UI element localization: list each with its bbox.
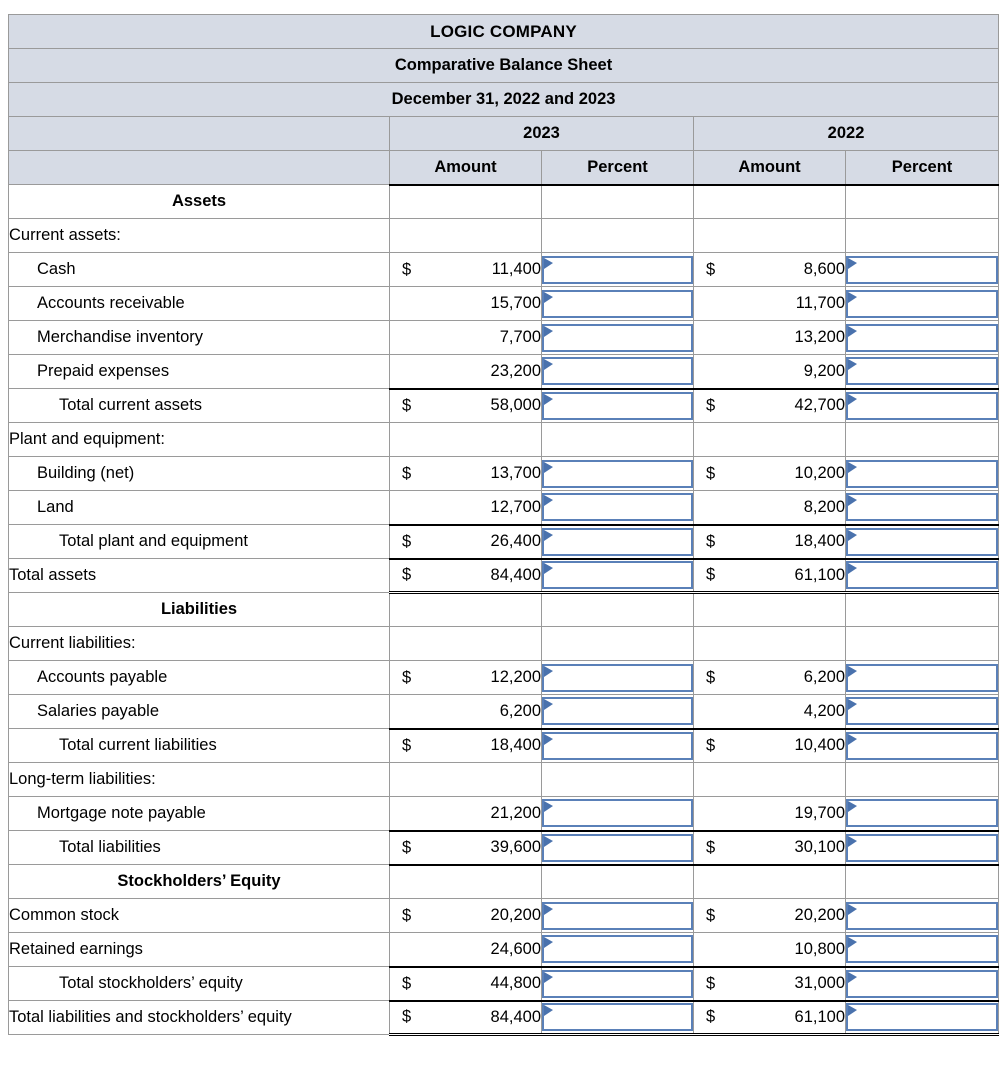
percent-input-23[interactable] [542, 697, 693, 725]
row-label: Total assets [9, 559, 390, 593]
amount-value: 21,200 [490, 803, 541, 822]
percent-input-23[interactable] [542, 357, 693, 385]
amount-cell-23 [390, 593, 542, 627]
currency-symbol: $ [402, 396, 412, 415]
percent-input-wrapper-22 [846, 256, 998, 284]
table-row [9, 491, 999, 525]
table-row [9, 763, 999, 797]
percent-input-wrapper-22 [846, 902, 998, 930]
percent-input-23[interactable] [542, 290, 693, 318]
amount-cell-23 [390, 1001, 542, 1035]
percent-input-23[interactable] [542, 834, 693, 862]
table-row [9, 661, 999, 695]
amount-cell-23 [390, 185, 542, 219]
percent-input-wrapper-23 [542, 324, 693, 352]
percent-input-wrapper-22 [846, 324, 998, 352]
amount-cell-22 [694, 219, 846, 253]
table-row [9, 321, 999, 355]
percent-input-wrapper-22 [846, 460, 998, 488]
percent-cell-23[interactable] [542, 933, 694, 967]
row-label: Total current liabilities [9, 729, 390, 763]
percent-cell-22[interactable] [846, 899, 999, 933]
corner-blank-cell [9, 117, 390, 151]
percent-cell-23[interactable] [542, 457, 694, 491]
percent-input-wrapper-23 [542, 902, 693, 930]
percent-input-23[interactable] [542, 902, 693, 930]
percent-cell-23[interactable] [542, 695, 694, 729]
percent-input-wrapper-22 [846, 799, 998, 827]
amount-value: 30,100 [794, 838, 845, 856]
percent-cell-23[interactable] [542, 967, 694, 1001]
table-row [9, 287, 999, 321]
percent-input-wrapper-23 [542, 970, 693, 998]
percent-cell-22[interactable] [846, 389, 999, 423]
amount-value: 6,200 [499, 701, 541, 720]
year-header-2023: 2023 [390, 117, 694, 151]
statement-dates-row [9, 83, 999, 117]
currency-symbol: $ [706, 396, 716, 415]
table-row [9, 831, 999, 865]
percent-input-22[interactable] [846, 357, 998, 385]
amount-cell-22 [694, 967, 846, 1001]
amount-cell-22 [694, 287, 846, 321]
amount-value: 13,700 [490, 464, 541, 482]
percent-input-23[interactable] [542, 493, 693, 521]
currency-symbol: $ [402, 1007, 412, 1026]
amount-cell-22 [694, 695, 846, 729]
row-label: Assets [9, 185, 390, 219]
table-row [9, 627, 999, 661]
percent-cell-23[interactable] [542, 355, 694, 389]
percent-cell-22[interactable] [846, 253, 999, 287]
percent-input-23[interactable] [542, 256, 693, 284]
table-row [9, 865, 999, 899]
amount-cell-22 [694, 389, 846, 423]
currency-symbol: $ [402, 464, 412, 482]
currency-symbol: $ [402, 668, 412, 686]
amount-value: 7,700 [499, 328, 541, 346]
table-row [9, 525, 999, 559]
percent-input-23[interactable] [542, 528, 693, 556]
percent-input-wrapper-22 [846, 357, 998, 385]
amount-value: 11,400 [491, 260, 541, 278]
amount-value: 18,400 [490, 736, 541, 755]
table-row [9, 219, 999, 253]
percent-input-22[interactable] [846, 324, 998, 352]
percent-cell-23[interactable] [542, 729, 694, 763]
row-label: Accounts payable [9, 661, 390, 695]
percent-cell-22[interactable] [846, 797, 999, 831]
amount-cell-23 [390, 967, 542, 1001]
amount-value: 18,400 [794, 532, 845, 550]
percent-input-22[interactable] [846, 970, 998, 998]
amount-cell-22 [694, 253, 846, 287]
table-row [9, 389, 999, 423]
percent-input-wrapper-22 [846, 935, 998, 963]
row-label: Prepaid expenses [9, 355, 390, 389]
table-row [9, 355, 999, 389]
percent-input-22[interactable] [846, 561, 998, 589]
percent-cell-22[interactable] [846, 559, 999, 593]
currency-symbol: $ [706, 565, 716, 584]
amount-cell-23 [390, 933, 542, 967]
percent-input-wrapper-22 [846, 664, 998, 692]
amount-cell-23 [390, 253, 542, 287]
amount-value: 12,200 [490, 668, 541, 686]
currency-symbol: $ [402, 565, 412, 584]
percent-input-wrapper-23 [542, 1003, 693, 1031]
percent-input-wrapper-23 [542, 256, 693, 284]
percent-cell-23 [542, 219, 694, 253]
amount-cell-23 [390, 389, 542, 423]
percent-cell-23 [542, 763, 694, 797]
percent-input-22[interactable] [846, 697, 998, 725]
percent-input-22[interactable] [846, 392, 998, 420]
table-row [9, 967, 999, 1001]
amount-value: 4,200 [803, 701, 845, 720]
percent-input-wrapper-22 [846, 392, 998, 420]
amount-cell-23 [390, 729, 542, 763]
percent-input-wrapper-23 [542, 697, 693, 725]
percent-cell-22 [846, 627, 999, 661]
col-header-percent-2022: Percent [846, 151, 999, 185]
amount-cell-22 [694, 763, 846, 797]
currency-symbol: $ [706, 906, 716, 924]
amount-value: 6,200 [803, 668, 845, 686]
amount-value: 15,700 [490, 294, 541, 312]
percent-input-wrapper-22 [846, 697, 998, 725]
table-row [9, 253, 999, 287]
statement-dates: December 31, 2022 and 2023 [9, 83, 999, 117]
percent-input-23[interactable] [542, 324, 693, 352]
amount-cell-23 [390, 457, 542, 491]
amount-cell-23 [390, 491, 542, 525]
row-label: Plant and equipment: [9, 423, 390, 457]
amount-cell-22 [694, 729, 846, 763]
amount-value: 13,200 [794, 328, 845, 346]
amount-value: 61,100 [794, 565, 845, 584]
row-label: Current liabilities: [9, 627, 390, 661]
percent-cell-22[interactable] [846, 525, 999, 559]
row-label: Total liabilities and stockholders’ equity [9, 1001, 390, 1035]
percent-cell-22[interactable] [846, 321, 999, 355]
amount-cell-23 [390, 219, 542, 253]
amount-cell-23 [390, 355, 542, 389]
amount-cell-22 [694, 491, 846, 525]
percent-cell-22[interactable] [846, 729, 999, 763]
percent-input-23[interactable] [542, 561, 693, 589]
percent-input-wrapper-23 [542, 732, 693, 760]
col-header-amount-2023: Amount [390, 151, 542, 185]
amount-cell-22 [694, 797, 846, 831]
percent-input-22[interactable] [846, 1003, 998, 1031]
percent-cell-22[interactable] [846, 661, 999, 695]
amount-cell-23 [390, 525, 542, 559]
company-name: LOGIC COMPANY [9, 15, 999, 49]
amount-cell-22 [694, 899, 846, 933]
currency-symbol: $ [706, 1007, 716, 1026]
amount-cell-22 [694, 933, 846, 967]
percent-input-22[interactable] [846, 493, 998, 521]
percent-input-wrapper-22 [846, 493, 998, 521]
row-label: Total current assets [9, 389, 390, 423]
percent-input-wrapper-23 [542, 834, 693, 862]
amount-cell-22 [694, 559, 846, 593]
percent-cell-23 [542, 423, 694, 457]
table-row [9, 185, 999, 219]
amount-value: 8,600 [803, 260, 845, 278]
percent-cell-23 [542, 185, 694, 219]
percent-input-wrapper-23 [542, 799, 693, 827]
percent-input-22[interactable] [846, 935, 998, 963]
percent-input-23[interactable] [542, 970, 693, 998]
percent-cell-23[interactable] [542, 831, 694, 865]
amount-value: 19,700 [794, 803, 845, 822]
percent-input-23[interactable] [542, 732, 693, 760]
row-label: Building (net) [9, 457, 390, 491]
amount-value: 39,600 [490, 838, 541, 856]
year-header-2022: 2022 [694, 117, 999, 151]
amount-cell-22 [694, 185, 846, 219]
amount-value: 42,700 [794, 396, 845, 415]
currency-symbol: $ [402, 260, 412, 278]
row-label: Total plant and equipment [9, 525, 390, 559]
amount-value: 84,400 [490, 1007, 541, 1026]
percent-cell-23[interactable] [542, 797, 694, 831]
percent-input-wrapper-22 [846, 732, 998, 760]
percent-input-wrapper-22 [846, 1003, 998, 1031]
percent-input-23[interactable] [542, 799, 693, 827]
percent-cell-23[interactable] [542, 287, 694, 321]
amount-value: 20,200 [490, 906, 541, 924]
percent-input-22[interactable] [846, 834, 998, 862]
row-label: Total liabilities [9, 831, 390, 865]
currency-symbol: $ [706, 974, 716, 992]
amount-cell-22 [694, 1001, 846, 1035]
table-row [9, 899, 999, 933]
amount-cell-23 [390, 899, 542, 933]
currency-symbol: $ [402, 838, 412, 856]
currency-symbol: $ [706, 532, 716, 550]
table-row [9, 797, 999, 831]
percent-input-wrapper-22 [846, 970, 998, 998]
amount-value: 20,200 [794, 906, 845, 924]
percent-cell-22[interactable] [846, 491, 999, 525]
row-label: Cash [9, 253, 390, 287]
amount-value: 26,400 [490, 532, 541, 550]
percent-cell-23[interactable] [542, 389, 694, 423]
percent-input-22[interactable] [846, 290, 998, 318]
percent-cell-22 [846, 865, 999, 899]
percent-cell-23[interactable] [542, 559, 694, 593]
percent-cell-22 [846, 593, 999, 627]
amount-cell-23 [390, 627, 542, 661]
amount-cell-22 [694, 423, 846, 457]
row-label: Mortgage note payable [9, 797, 390, 831]
percent-input-23[interactable] [542, 935, 693, 963]
percent-input-wrapper-23 [542, 460, 693, 488]
percent-input-wrapper-23 [542, 290, 693, 318]
amount-cell-22 [694, 321, 846, 355]
row-label: Current assets: [9, 219, 390, 253]
amount-cell-22 [694, 593, 846, 627]
statement-name: Comparative Balance Sheet [9, 49, 999, 83]
percent-cell-22[interactable] [846, 287, 999, 321]
row-label: Accounts receivable [9, 287, 390, 321]
amount-value: 58,000 [490, 396, 541, 415]
percent-input-23[interactable] [542, 1003, 693, 1031]
currency-symbol: $ [706, 260, 716, 278]
percent-cell-22 [846, 185, 999, 219]
amount-value: 84,400 [490, 565, 541, 584]
percent-cell-23[interactable] [542, 899, 694, 933]
currency-symbol: $ [402, 906, 412, 924]
percent-input-wrapper-23 [542, 664, 693, 692]
percent-input-wrapper-23 [542, 357, 693, 385]
amount-cell-23 [390, 423, 542, 457]
percent-cell-23 [542, 593, 694, 627]
percent-input-22[interactable] [846, 664, 998, 692]
row-label: Stockholders’ Equity [9, 865, 390, 899]
percent-cell-22 [846, 763, 999, 797]
currency-symbol: $ [402, 736, 412, 755]
amount-value: 10,400 [794, 736, 845, 755]
percent-input-wrapper-23 [542, 561, 693, 589]
row-label: Retained earnings [9, 933, 390, 967]
table-row [9, 423, 999, 457]
amount-value: 8,200 [803, 497, 845, 516]
percent-cell-22[interactable] [846, 355, 999, 389]
comparative-balance-sheet-table [8, 14, 999, 1036]
col-header-percent-2023: Percent [542, 151, 694, 185]
percent-input-wrapper-22 [846, 290, 998, 318]
percent-cell-23[interactable] [542, 1001, 694, 1035]
amount-cell-23 [390, 287, 542, 321]
currency-symbol: $ [402, 532, 412, 550]
amount-value: 10,200 [794, 464, 845, 482]
table-row [9, 933, 999, 967]
amount-value: 61,100 [794, 1007, 845, 1026]
amount-cell-22 [694, 661, 846, 695]
row-label: Liabilities [9, 593, 390, 627]
amount-cell-22 [694, 831, 846, 865]
percent-input-wrapper-22 [846, 834, 998, 862]
amount-value: 31,000 [794, 974, 845, 992]
percent-input-wrapper-22 [846, 528, 998, 556]
currency-symbol: $ [706, 736, 716, 755]
percent-cell-22[interactable] [846, 457, 999, 491]
percent-cell-23[interactable] [542, 525, 694, 559]
percent-input-wrapper-23 [542, 528, 693, 556]
row-label: Long-term liabilities: [9, 763, 390, 797]
corner-blank-cell-2 [9, 151, 390, 185]
percent-cell-22[interactable] [846, 831, 999, 865]
row-label: Land [9, 491, 390, 525]
percent-input-22[interactable] [846, 528, 998, 556]
amount-cell-22 [694, 355, 846, 389]
amount-value: 24,600 [490, 939, 541, 958]
amount-cell-23 [390, 559, 542, 593]
percent-cell-22 [846, 219, 999, 253]
year-header-row [9, 117, 999, 151]
amount-cell-22 [694, 627, 846, 661]
currency-symbol: $ [706, 838, 716, 856]
row-label: Merchandise inventory [9, 321, 390, 355]
percent-input-22[interactable] [846, 902, 998, 930]
percent-cell-22 [846, 423, 999, 457]
table-row [9, 559, 999, 593]
percent-cell-23[interactable] [542, 321, 694, 355]
amount-cell-23 [390, 661, 542, 695]
percent-cell-22[interactable] [846, 933, 999, 967]
amount-cell-23 [390, 797, 542, 831]
percent-cell-23[interactable] [542, 253, 694, 287]
amount-cell-23 [390, 831, 542, 865]
statement-title-row [9, 49, 999, 83]
amount-cell-23 [390, 763, 542, 797]
amount-value: 44,800 [490, 974, 541, 992]
percent-input-wrapper-23 [542, 493, 693, 521]
row-label: Total stockholders’ equity [9, 967, 390, 1001]
table-row [9, 457, 999, 491]
amount-cell-22 [694, 865, 846, 899]
percent-cell-23[interactable] [542, 491, 694, 525]
amount-value: 11,700 [795, 294, 845, 312]
amount-cell-22 [694, 525, 846, 559]
percent-input-23[interactable] [542, 460, 693, 488]
percent-input-22[interactable] [846, 799, 998, 827]
percent-cell-23 [542, 627, 694, 661]
amount-value: 10,800 [794, 939, 845, 958]
amount-cell-23 [390, 695, 542, 729]
percent-input-22[interactable] [846, 460, 998, 488]
currency-symbol: $ [706, 668, 716, 686]
row-label: Salaries payable [9, 695, 390, 729]
column-header-row [9, 151, 999, 185]
currency-symbol: $ [402, 974, 412, 992]
col-header-amount-2022: Amount [694, 151, 846, 185]
amount-value: 9,200 [803, 361, 845, 380]
percent-input-wrapper-23 [542, 392, 693, 420]
percent-input-22[interactable] [846, 732, 998, 760]
percent-cell-22[interactable] [846, 1001, 999, 1035]
table-row [9, 729, 999, 763]
row-label: Common stock [9, 899, 390, 933]
company-title-row [9, 15, 999, 49]
percent-input-22[interactable] [846, 256, 998, 284]
percent-input-wrapper-22 [846, 561, 998, 589]
amount-cell-23 [390, 321, 542, 355]
percent-cell-23 [542, 865, 694, 899]
table-row [9, 1001, 999, 1035]
amount-value: 12,700 [490, 497, 541, 516]
percent-input-23[interactable] [542, 392, 693, 420]
percent-cell-23[interactable] [542, 661, 694, 695]
amount-value: 23,200 [490, 361, 541, 380]
amount-cell-22 [694, 457, 846, 491]
percent-input-23[interactable] [542, 664, 693, 692]
percent-cell-22[interactable] [846, 967, 999, 1001]
table-row [9, 695, 999, 729]
percent-cell-22[interactable] [846, 695, 999, 729]
table-row [9, 593, 999, 627]
percent-input-wrapper-23 [542, 935, 693, 963]
currency-symbol: $ [706, 464, 716, 482]
amount-cell-23 [390, 865, 542, 899]
